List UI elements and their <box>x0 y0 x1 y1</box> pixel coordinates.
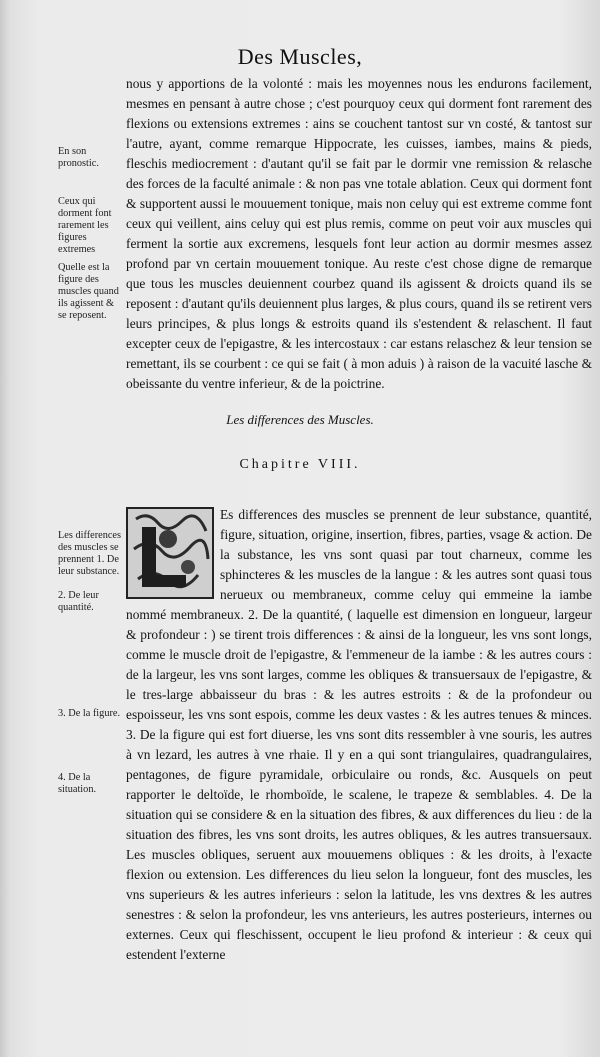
margin-note: Ceux qui dorment font rarement les figures extremes <box>58 196 112 255</box>
paragraph: Es differences des muscles se prennent de leur substance, quantité, figure, situation, origine, insertion, fibres, parties, vsage & action. De la substance, les vns sont quasi par tout charneux, comme les sphincteres & les muscles de la langue : & les autres sont quasi tous nerueux ou membraneux, comme celuy qui emmeine la iambe nommé membraneux. 2. De la quantité, ( laquelle est dimension en longueur, largeur & profondeur : ) se tirent trois differences : & ainsi de la longueur, les vns sont longs, comme le muscle droit de l'epigastre, & l'emmeneur de la iambe : & les autres cours : de la largeur, les vns sont larges, comme les obliques & transuersaux de l'epigastre, & le tres-large abbaisseur du bras : & les autres estroits : & de la profondeur ou espoisseur, les vns sont espois, comme les deux vastes : & les autres tenues & minces. 3. De la figure qui est fort diuerse, les vns sont dits ressembler à vne souris, les autres à vn lezard, les autres à vne rhaie. Il y en a qui sont triangulaires, quadrangulaires, pentagones, de figure pyramidale, orbiculaire ou ronds, &c. Ausquels on peut rapporter le deltoïde, le rhomboïde, le scalene, le trapeze & semblables. 4. De la situation qui se considere & en la situation des fibres, & aux differences du lieu : de la situation des fibres, les vns sont droits, les autres obliques, & les autres transuersaux. Les muscles obliques, seruent aux mouuemens obliques : & les droits, à l'exacte flexion ou extension. Les differences du lieu selon la longueur, font des muscles, les vns superieurs & les autres inferieurs : selon la latitude, les vns dextres & les autres senestres : & selon la profondeur, les vns anterieurs, les autres posterieurs, internes ou externes. Ceux qui fleschissent, occupent le lieu profond & interieur : & ceux qui estendent l'externe <box>126 507 592 962</box>
margin-note: Les differences des muscles se prennent 1. De leur substance. <box>58 530 121 577</box>
margin-note: 2. De leur quantité. <box>58 590 99 613</box>
section-title: Les differences des Muscles. <box>226 412 374 427</box>
running-head: Des Muscles, <box>237 44 363 69</box>
chapter-heading: Chapitre VIII. <box>239 457 361 472</box>
margin-note: En son pronostic. <box>58 146 99 169</box>
ornamental-initial-illustration <box>126 507 214 599</box>
body-text-block-1 <box>126 74 592 394</box>
body-text-block-2 <box>126 505 592 965</box>
margin-note: 3. De la figure. <box>58 708 121 719</box>
margin-note: 4. De la situation. <box>58 772 97 795</box>
margin-note: Quelle est la figure des muscles quand ils agissent & se reposent. <box>58 262 119 321</box>
paragraph: nous y apportions de la volonté : mais les moyennes nous les endurons facilement, mesmes en pensant à autre chose ; c'est pourquoy ceux qui dorment font rarement des flexions ou extensions extremes : ains se couchent tantost sur vn costé, & tantost sur l'autre, ayant, comme remarque Hippocrate, les cuisses, iambes, mains & pieds, fleschis mediocrement : d'autant qu'il se fait par le dormir vne remission & relasche des forces de la faculté animale : & non pas vne totale ablation. Ceux qui dorment font & supportent aussi le mouuement tonique, mais non celuy qui est extreme comme font ceux qui veillent, ains celuy qui est plus remis, comme on peut voir aux muscles qui ferment la sortie aux excremens, lesquels font leur action au dormir mesmes assez profond par vn certain mouuement tonique. Au reste c'est chose digne de remarque que tous les muscles deuiennent courbez quand ils agissent & droicts quand ils se reposent : d'autant qu'ils deuiennent plus larges, & plus cours, quand ils se retirent vers leurs principes, & plus longs & estroits quand ils s'estendent & relaschent. Il faut excepter ceux de l'epigastre, & les intercostaux : car estans relaschez & leur tension se remettant, ils se courbent : ce qui se fait ( à mon aduis ) à raison de la vacuité lasche & obeissante du ventre inferieur, & de la poictrine. <box>126 76 592 391</box>
